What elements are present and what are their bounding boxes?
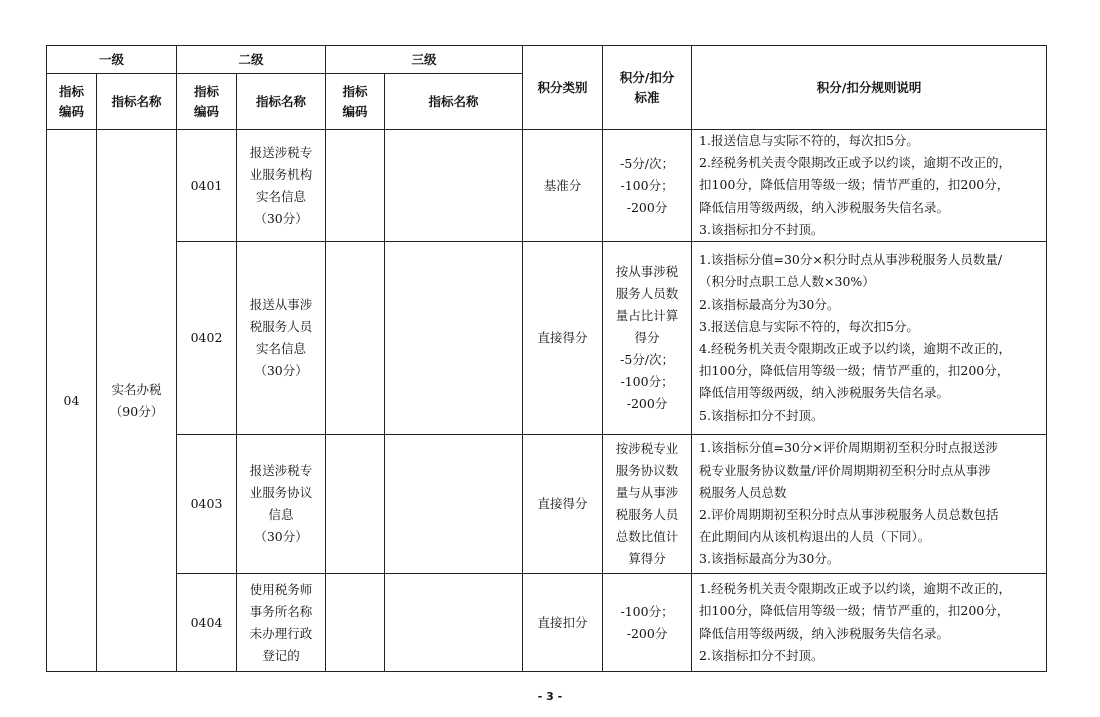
rule-line: 在此期间内从该机构退出的人员（下同）。	[699, 529, 931, 545]
header-level1: 一级	[47, 46, 177, 74]
rule-line: 1.该指标分值=30分×评价周期期初至积分时点报送涉	[699, 440, 998, 456]
header-l1-name: 指标名称	[97, 74, 177, 130]
header-l3-code: 指标 编码	[326, 74, 385, 130]
table-row	[47, 435, 1047, 574]
rule-line: 2.经税务机关责令限期改正或予以约谈，逾期不改正的，	[699, 155, 1011, 171]
rule-line: 降低信用等级两级，纳入涉税服务失信名录。	[699, 385, 950, 401]
score-rules	[692, 130, 1047, 242]
header-row-levels	[47, 46, 1047, 74]
header-rule: 积分/扣分规则说明	[692, 46, 1047, 130]
level2-name: 报送从事涉 税服务人员 实名信息 （30分）	[237, 242, 326, 435]
score-standard: 按涉税专业 服务协议数 量与从事涉 税服务人员 总数比值计 算得分	[603, 435, 692, 574]
rule-line: 5.该指标扣分不封顶。	[699, 407, 824, 423]
rule-line: 3.该指标最高分为30分。	[699, 551, 840, 567]
level2-name: 报送涉税专 业服务协议 信息 （30分）	[237, 435, 326, 574]
rule-line: 扣100分，降低信用等级一级；情节严重的，扣200分，	[699, 603, 1010, 619]
rule-line: 扣100分，降低信用等级一级；情节严重的，扣200分，	[699, 177, 1010, 193]
level2-code: 0402	[177, 242, 237, 435]
rule-line: 2.该指标扣分不封顶。	[699, 647, 824, 663]
rule-line: 税服务人员总数	[699, 484, 787, 500]
level2-name: 报送涉税专 业服务机构 实名信息 （30分）	[237, 130, 326, 242]
page-number: - 3 -	[537, 690, 563, 703]
score-rules	[692, 574, 1047, 672]
score-standard: -5分/次； -100分； -200分	[603, 130, 692, 242]
rule-line: （积分时点职工总人数×30%）	[699, 274, 875, 290]
level3-name	[385, 574, 523, 672]
level2-name: 使用税务师 事务所名称 未办理行政 登记的	[237, 574, 326, 672]
score-category: 直接得分	[523, 242, 603, 435]
score-category: 基准分	[523, 130, 603, 242]
level3-code	[326, 242, 385, 435]
table-row	[47, 574, 1047, 672]
rule-line: 1.报送信息与实际不符的，每次扣5分。	[699, 133, 919, 148]
rule-line: 2.该指标最高分为30分。	[699, 296, 840, 312]
header-l2-code: 指标 编码	[177, 74, 237, 130]
header-standard: 积分/扣分 标准	[603, 46, 692, 130]
level3-code	[326, 435, 385, 574]
level2-code: 0403	[177, 435, 237, 574]
rule-line: 3.报送信息与实际不符的，每次扣5分。	[699, 318, 919, 334]
level3-name	[385, 242, 523, 435]
rule-line: 4.经税务机关责令限期改正或予以约谈，逾期不改正的，	[699, 341, 1011, 357]
level3-code	[326, 130, 385, 242]
score-rules	[692, 242, 1047, 435]
level1-code: 04	[47, 130, 97, 672]
rule-line: 降低信用等级两级，纳入涉税服务失信名录。	[699, 625, 950, 641]
scoring-table	[46, 45, 1047, 672]
level2-code: 0404	[177, 574, 237, 672]
rule-line: 1.该指标分值=30分×积分时点从事涉税服务人员数量/	[699, 252, 1003, 268]
level2-code: 0401	[177, 130, 237, 242]
rule-line: 降低信用等级两级，纳入涉税服务失信名录。	[699, 199, 950, 215]
rule-line: 2.评价周期期初至积分时点从事涉税服务人员总数包括	[699, 507, 999, 523]
score-standard: 按从事涉税 服务人员数 量占比计算 得分 -5分/次； -100分； -200分	[603, 242, 692, 435]
score-category: 直接扣分	[523, 574, 603, 672]
score-rules	[692, 435, 1047, 574]
table-row	[47, 130, 1047, 242]
header-l3-name: 指标名称	[385, 74, 523, 130]
level3-name	[385, 435, 523, 574]
rule-line: 1.经税务机关责令限期改正或予以约谈，逾期不改正的，	[699, 581, 1011, 597]
level3-code	[326, 574, 385, 672]
level1-name: 实名办税 （90分）	[97, 130, 177, 672]
rule-line: 3.该指标扣分不封顶。	[699, 221, 824, 237]
header-level3: 三级	[326, 46, 523, 74]
score-standard: -100分； -200分	[603, 574, 692, 672]
header-l1-code: 指标 编码	[47, 74, 97, 130]
header-level2: 二级	[177, 46, 326, 74]
score-category: 直接得分	[523, 435, 603, 574]
header-l2-name: 指标名称	[237, 74, 326, 130]
rule-line: 税专业服务协议数量/评价周期期初至积分时点从事涉	[699, 462, 991, 478]
rule-line: 扣100分，降低信用等级一级；情节严重的，扣200分，	[699, 363, 1010, 379]
level3-name	[385, 130, 523, 242]
header-category: 积分类别	[523, 46, 603, 130]
table-row	[47, 242, 1047, 435]
